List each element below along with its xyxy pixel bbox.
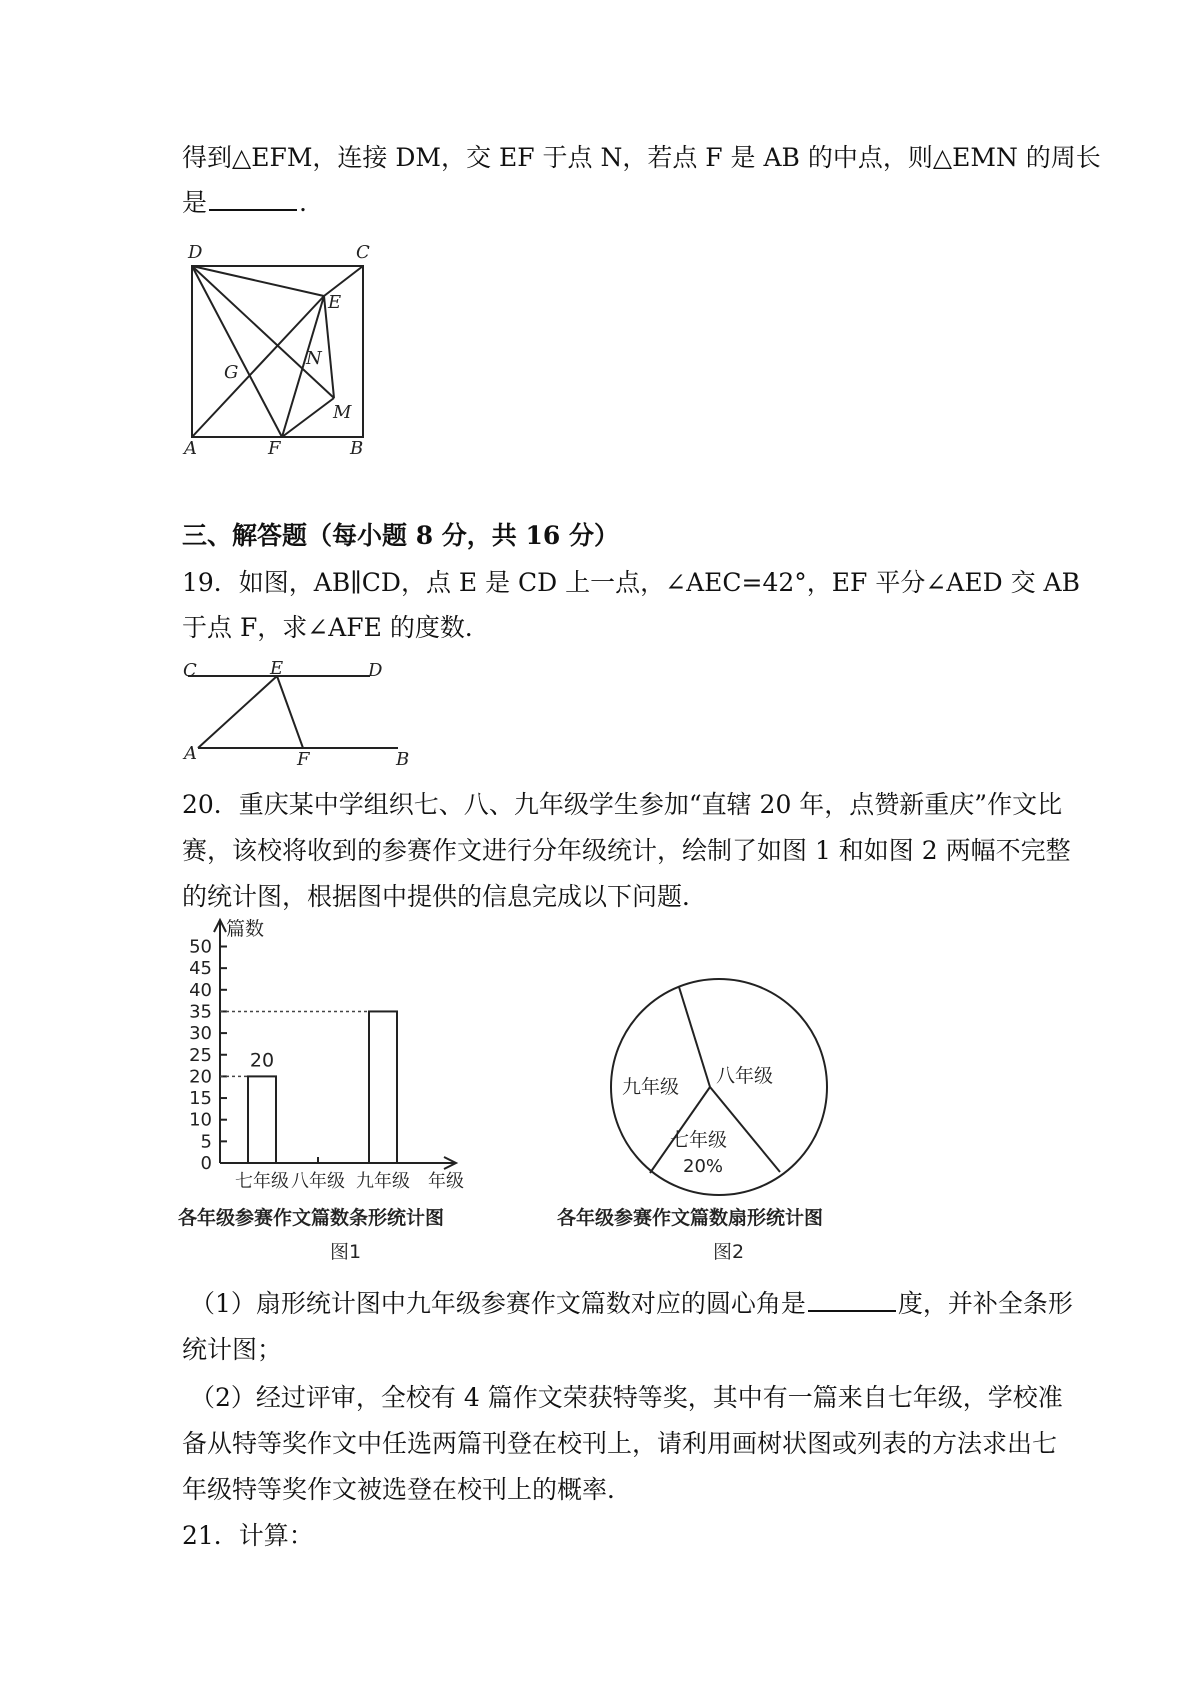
sub-question-1-start: （1）扇形统计图中九年级参赛作文篇数对应的圆心角是 [190, 1289, 806, 1318]
label-a-q19: A [184, 743, 197, 764]
pie-label-grade-9: 九年级 [622, 1076, 680, 1098]
y-tick-label: 15 [189, 1088, 212, 1110]
problem-18-line-2-start: 是 [182, 188, 208, 217]
x-tick-label: 八年级 [291, 1171, 345, 1192]
label-c-q19: C [183, 660, 197, 681]
label-a: A [184, 438, 197, 459]
problem-18-line-2-end: . [299, 188, 307, 217]
question-21-line-1: 21．计算： [182, 1521, 314, 1550]
angle-answer-blank[interactable] [808, 1310, 896, 1312]
section-heading: 三、解答题（每小题 8 分，共 16 分） [182, 521, 620, 550]
question-20-line-1: 20．重庆某中学组织七、八、九年级学生参加“直辖 20 年，点赞新重庆”作文比 [182, 790, 1063, 819]
pie-percent-grade-7: 20% [683, 1156, 724, 1177]
y-tick-label: 10 [189, 1109, 212, 1131]
bar-chart-title: 各年级参赛作文篇数条形统计图 [178, 1207, 445, 1229]
label-d-q19: D [368, 660, 383, 681]
y-tick-label: 45 [189, 958, 212, 980]
question-19-line-1: 19．如图，AB∥CD，点 E 是 CD 上一点，∠AEC=42°，EF 平分∠AED 交 AB [182, 568, 1080, 597]
pie-label-grade-8: 八年级 [716, 1065, 774, 1087]
y-tick-label: 0 [200, 1153, 212, 1174]
x-tick-label: 七年级 [235, 1171, 289, 1192]
pie-label-grade-7: 七年级 [670, 1129, 728, 1151]
label-b: B [350, 438, 364, 459]
sub-question-1-line-1 [190, 1291, 1073, 1316]
x-tick-label: 九年级 [356, 1171, 410, 1192]
label-c: C [356, 242, 370, 263]
sub-question-1-end: 度，并补全条形 [897, 1289, 1073, 1318]
bar-chart-caption: 图1 [330, 1241, 362, 1263]
label-b-q19: B [396, 749, 410, 770]
question-20-line-3: 的统计图，根据图中提供的信息完成以下问题． [182, 882, 708, 911]
label-f: F [268, 438, 281, 459]
problem-18-line-1: 得到△EFM，连接 DM，交 EF 于点 N，若点 F 是 AB 的中点，则△EMN 的周长 [182, 143, 1101, 172]
sub-question-2-line-3: 年级特等奖作文被选登在校刊上的概率． [182, 1475, 633, 1504]
y-axis-label: 篇数 [226, 918, 265, 940]
bar-data-label: 20 [249, 1049, 275, 1072]
y-tick-label: 5 [200, 1131, 212, 1153]
x-axis-label: 年级 [428, 1171, 464, 1192]
y-tick-label: 40 [189, 979, 212, 1001]
pie-chart-title: 各年级参赛作文篇数扇形统计图 [557, 1207, 824, 1229]
question-20-line-2: 赛，该校将收到的参赛作文进行分年级统计，绘制了如图 1 和如图 2 两幅不完整 [182, 836, 1071, 865]
sub-question-2-line-1: （2）经过评审，全校有 4 篇作文荣获特等奖，其中有一篇来自七年级，学校准 [190, 1383, 1063, 1412]
label-e-q19: E [270, 658, 284, 679]
sub-question-1-line-2: 统计图； [182, 1335, 283, 1364]
sub-question-2-line-2: 备从特等奖作文中任选两篇刊登在校刊上，请利用画树状图或列表的方法求出七 [182, 1429, 1058, 1458]
label-f-q19: F [297, 749, 310, 770]
label-e: E [328, 292, 342, 313]
y-tick-label: 30 [189, 1023, 212, 1045]
pie-chart-caption: 图2 [713, 1241, 745, 1263]
label-g: G [224, 362, 239, 383]
slice-border-top [679, 987, 710, 1087]
y-tick-label: 50 [189, 936, 212, 958]
label-n: N [306, 348, 322, 369]
y-tick-label: 35 [189, 1001, 212, 1023]
label-m: M [333, 402, 352, 423]
y-tick-label: 20 [189, 1066, 212, 1088]
y-tick-label: 25 [189, 1044, 212, 1066]
label-d: D [188, 242, 203, 263]
question-19-line-2: 于点 F，求∠AFE 的度数． [182, 613, 490, 642]
